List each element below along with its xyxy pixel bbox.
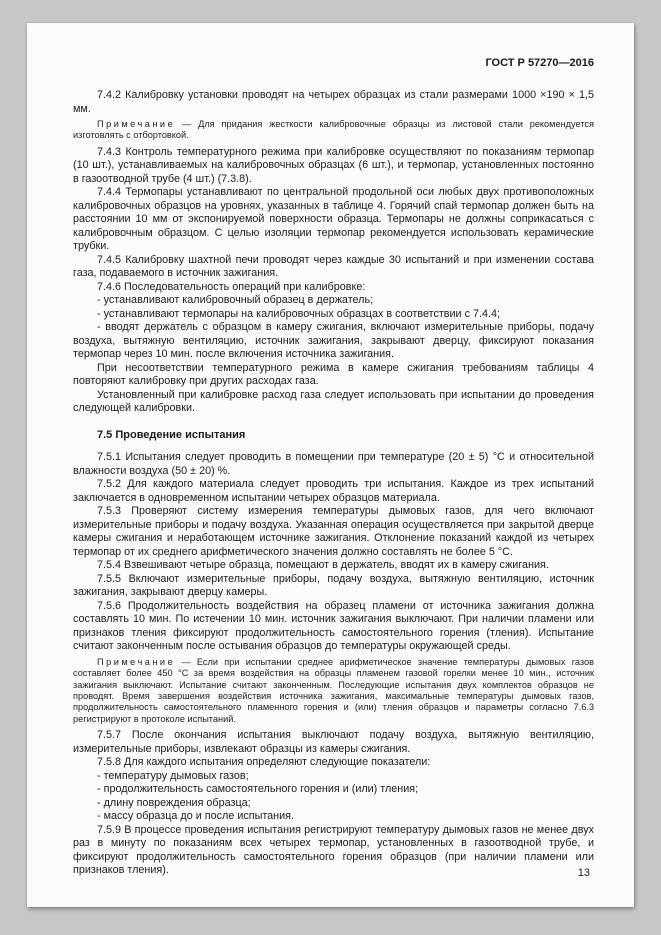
paragraph: 7.5.8 Для каждого испытания определяют следующие показатели: [97, 756, 431, 769]
paragraph: 7.4.5 Калибровку шахтной печи проводят через каждые 30 испытаний и при изменении состава газа, подаваемого в источник зажигания. [73, 253, 594, 280]
page-number: 13 [577, 867, 590, 879]
paragraph: 7.4.4 Термопары устанавливают по центральной продольной оси любых двух противоположных калибровочных образцов на уровнях, указанных в таблице 4. Горячий спай термопар должен быть на расстоянии 10 мм от экспонируемой поверхности образца. Термопары не должны соприкасаться с калибровочным образцом. С целью изоляции термопар рекомендуется использовать керамические трубки. [73, 186, 594, 253]
note-paragraph: Примечание — Для придания жесткости калибровочные образцы из листовой стали рекомендуется изготовлять с отбортовкой. [73, 119, 594, 141]
list-item: - устанавливают термопары на калибровочных образцах в соответствии с 7.4.4; [97, 307, 500, 320]
document-body [73, 89, 594, 878]
paragraph: 7.4.2 Калибровку установки проводят на четырех образцах из стали размерами 1000 ×190 × 1,5 мм. [73, 89, 594, 115]
list-item: - вводят держатель с образцом в камеру сжигания, включают измерительные приборы, подачу воздуха, вытяжную вентиляцию, источник зажигания, закрывают дверцу, фиксируют показания термопар через 10 мин. после включения источника зажигания. [73, 321, 594, 361]
list-item: - длину повреждения образца; [97, 796, 251, 809]
paragraph: 7.5.5 Включают измерительные приборы, подачу воздуха, вытяжную вентиляцию, источник зажигания, закрывают дверцу камеры. [73, 572, 594, 599]
paragraph: 7.5.9 В процессе проведения испытания регистрируют температуру дымовых газов не менее двух раз в минуту по показаниям всех четырех термопар, установленных в газоотводной трубе, и фиксируют продолжительность самостоятельного горения образцов (при наличии пламени или признаков тления). [73, 823, 594, 877]
document-page [27, 23, 634, 907]
note-label: Примечание [97, 656, 176, 667]
paragraph: 7.4.6 Последовательность операций при калибровке: [97, 280, 366, 293]
paragraph: При несоответствии температурного режима в камере сжигания требованиям таблицы 4 повторяют калибровку при других расходах газа. [73, 361, 594, 388]
paragraph: 7.5.7 После окончания испытания выключают подачу воздуха, вытяжную вентиляцию, измерительные приборы, извлекают образцы из камеры сжигания. [73, 729, 594, 755]
paragraph: 7.5.1 Испытания следует проводить в помещении при температуре (20 ± 5) °С и относительной влажности воздуха (50 ± 20) %. [73, 451, 594, 477]
paragraph: Установленный при калибровке расход газа следует использовать при испытании до проведения следующей калибровки. [73, 388, 594, 415]
list-item: - устанавливают калибровочный образец в держатель; [97, 294, 374, 307]
list-item: - массу образца до и после испытания. [97, 810, 295, 823]
paragraph: 7.4.3 Контроль температурного режима при калибровке осуществляют по показаниям термопар (10 шт.), устанавливаемых на калибровочных образцах (6 шт.), и термопар, установленных постоянно в газоотводной трубе (4 шт.) (7.3.8). [73, 145, 594, 185]
list-item: - температуру дымовых газов; [97, 769, 249, 782]
paragraph: 7.5.6 Продолжительность воздействия на образец пламени от источника зажигания должна составлять 10 мин. По истечении 10 мин. источник зажигания выключают. При наличии пламени или признаков тления фиксируют продолжительность самостоятельного горения (тления). Испытание считают законченным после остывания образцов до температуры окружающей среды. [73, 599, 594, 653]
paragraph: 7.5.3 Проверяют систему измерения температуры дымовых газов, для чего включают измерительные приборы и подачу воздуха. Указанная операция осуществляется при закрытой дверце камеры сжигания и неработающем источнике зажигания. Отклонение показаний каждой из четырех термопар от их среднего арифметического значения должно составлять не более 5 °С. [73, 505, 594, 558]
note-label: Примечание [97, 119, 176, 129]
note-paragraph: Примечание — Если при испытании среднее арифметическое значение температуры дымовых газов составляет более 450 °С за время воздействия на образцы пламенем газовой горелки менее 10 мин., источник зажигания выключают. Испытание считают законченным. Последующие испытания двух комплектов образцов не проводят. Время завершения воздействия источника зажигания, максимальные температуры дымовых газов, продолжительность самостоятельного пламенного горения и (или) тления образцов и параметры согласно 7.6.3 регистрируют в протоколе испытаний. [73, 656, 594, 724]
document-header: ГОСТ Р 57270—2016 [485, 57, 594, 69]
section-heading: 7.5 Проведение испытания [97, 428, 246, 441]
list-item: - продолжительность самостоятельного горения и (или) тления; [97, 783, 419, 796]
paragraph: 7.5.4 Взвешивают четыре образца, помещают в держатель, вводят их в камеру сжигания. [97, 559, 549, 572]
paragraph: 7.5.2 Для каждого материала следует проводить три испытания. Каждое из трех испытаний заключается в одновременном испытании четырех образцов материала. [73, 478, 594, 504]
